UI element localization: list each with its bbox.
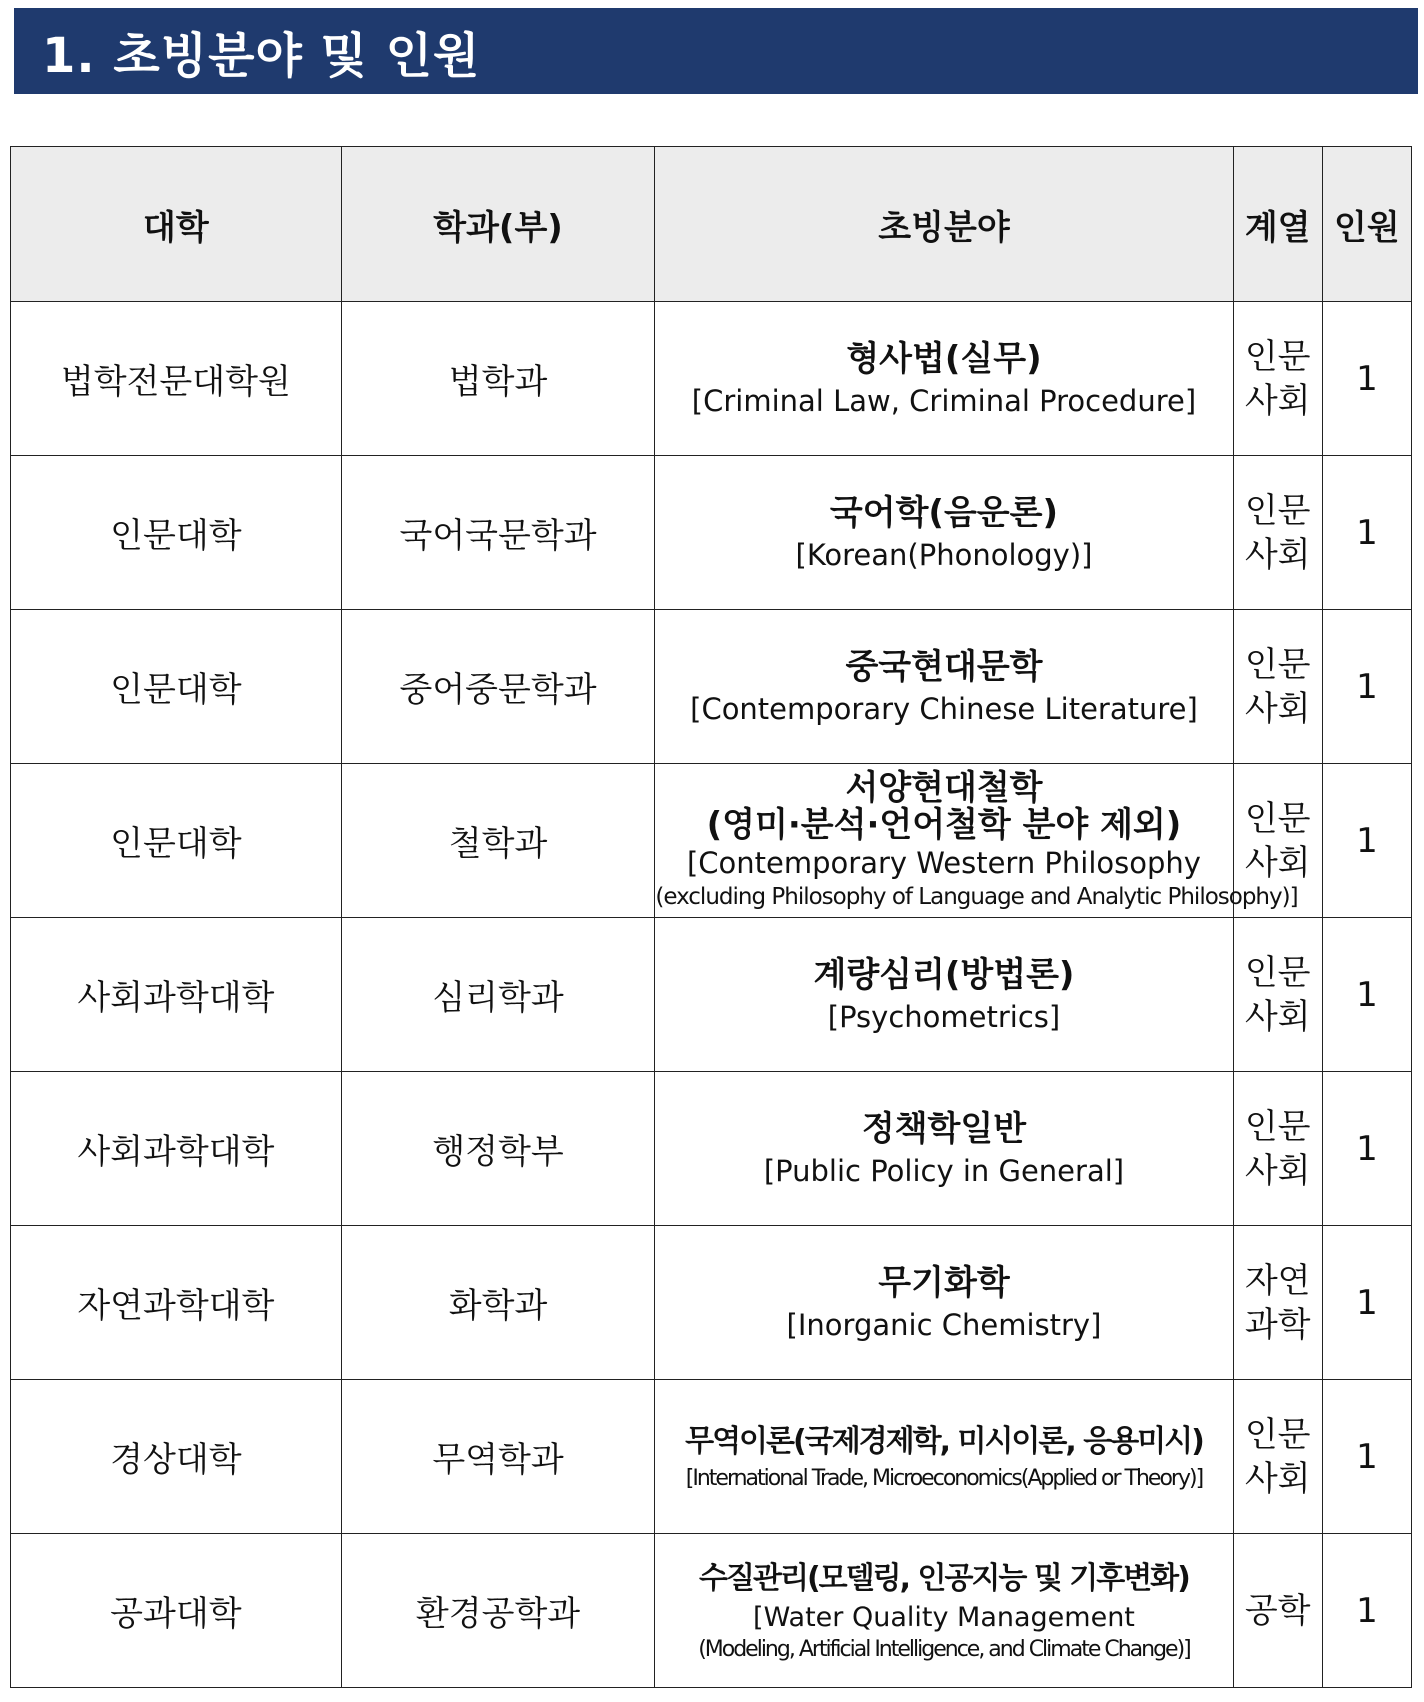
field-english-sub: (Modeling, Artificial Intelligence, and Climate Change)] bbox=[698, 1636, 1190, 1662]
cell-count: 1 bbox=[1322, 456, 1411, 610]
category-line-1: 인문 bbox=[1244, 798, 1311, 839]
header-count: 인원 bbox=[1322, 147, 1411, 302]
cell-university: 사회과학대학 bbox=[11, 918, 342, 1072]
cell-field bbox=[655, 1534, 1233, 1688]
category-line-1: 공학 bbox=[1244, 1590, 1311, 1631]
cell-category bbox=[1233, 1380, 1322, 1534]
field-korean-sub: (영미·분석·언어철학 분야 제외) bbox=[706, 804, 1182, 845]
field-korean: 무역이론(국제경제학, 미시이론, 응용미시) bbox=[685, 1423, 1203, 1459]
cell-count: 1 bbox=[1322, 918, 1411, 1072]
category-line-2: 사회 bbox=[1244, 688, 1311, 729]
field-korean: 정책학일반 bbox=[861, 1108, 1027, 1149]
cell-field bbox=[655, 456, 1233, 610]
cell-university: 법학전문대학원 bbox=[11, 302, 342, 456]
cell-department: 환경공학과 bbox=[341, 1534, 655, 1688]
cell-department: 무역학과 bbox=[341, 1380, 655, 1534]
category-line-1: 인문 bbox=[1244, 336, 1311, 377]
category-line-1: 인문 bbox=[1244, 644, 1311, 685]
recruitment-table bbox=[10, 146, 1412, 1688]
table-row bbox=[11, 302, 1412, 456]
field-korean: 형사법(실무) bbox=[846, 338, 1042, 379]
table-row bbox=[11, 1534, 1412, 1688]
cell-department: 행정학부 bbox=[341, 1072, 655, 1226]
cell-department: 화학과 bbox=[341, 1226, 655, 1380]
cell-department: 철학과 bbox=[341, 764, 655, 918]
cell-field bbox=[655, 918, 1233, 1072]
category-line-2: 사회 bbox=[1244, 1150, 1311, 1191]
cell-university: 사회과학대학 bbox=[11, 1072, 342, 1226]
cell-category bbox=[1233, 456, 1322, 610]
table-row bbox=[11, 1226, 1412, 1380]
cell-category bbox=[1233, 302, 1322, 456]
category-line-2: 사회 bbox=[1244, 842, 1311, 883]
field-english: [International Trade, Microeconomics(Applied or Theory)] bbox=[685, 1465, 1203, 1491]
cell-field bbox=[655, 302, 1233, 456]
field-english: [Water Quality Management bbox=[753, 1601, 1135, 1633]
field-korean: 무기화학 bbox=[878, 1262, 1010, 1303]
header-field: 초빙분야 bbox=[655, 147, 1233, 302]
cell-field bbox=[655, 610, 1233, 764]
field-english: [Korean(Phonology)] bbox=[795, 537, 1093, 572]
cell-department: 법학과 bbox=[341, 302, 655, 456]
field-korean: 중국현대문학 bbox=[845, 646, 1043, 687]
cell-count: 1 bbox=[1322, 610, 1411, 764]
field-english: [Contemporary Western Philosophy bbox=[686, 845, 1201, 880]
section-heading: 1. 초빙분야 및 인원 bbox=[42, 27, 481, 84]
header-university: 대학 bbox=[11, 147, 342, 302]
cell-university: 공과대학 bbox=[11, 1534, 342, 1688]
cell-field bbox=[655, 1380, 1233, 1534]
table-row bbox=[11, 1072, 1412, 1226]
category-line-2: 사회 bbox=[1244, 380, 1311, 421]
category-line-1: 인문 bbox=[1244, 952, 1311, 993]
cell-department: 국어국문학과 bbox=[341, 456, 655, 610]
category-line-1: 인문 bbox=[1244, 490, 1311, 531]
cell-count: 1 bbox=[1322, 1072, 1411, 1226]
field-english: [Criminal Law, Criminal Procedure] bbox=[691, 383, 1197, 418]
table-row bbox=[11, 918, 1412, 1072]
cell-department: 중어중문학과 bbox=[341, 610, 655, 764]
cell-category bbox=[1233, 610, 1322, 764]
field-korean: 계량심리(방법론) bbox=[813, 954, 1075, 995]
cell-university: 인문대학 bbox=[11, 456, 342, 610]
cell-category bbox=[1233, 1534, 1322, 1688]
category-line-1: 인문 bbox=[1244, 1414, 1311, 1455]
field-english: [Inorganic Chemistry] bbox=[786, 1307, 1102, 1342]
cell-category bbox=[1233, 918, 1322, 1072]
cell-university: 인문대학 bbox=[11, 610, 342, 764]
cell-department: 심리학과 bbox=[341, 918, 655, 1072]
field-korean: 수질관리(모델링, 인공지능 및 기후변화) bbox=[699, 1560, 1189, 1596]
cell-university: 자연과학대학 bbox=[11, 1226, 342, 1380]
cell-category bbox=[1233, 1226, 1322, 1380]
table-row bbox=[11, 610, 1412, 764]
cell-university: 경상대학 bbox=[11, 1380, 342, 1534]
table-header-row bbox=[11, 147, 1412, 302]
cell-count: 1 bbox=[1322, 1534, 1411, 1688]
field-english: [Psychometrics] bbox=[827, 999, 1061, 1034]
cell-count: 1 bbox=[1322, 1380, 1411, 1534]
category-line-1: 인문 bbox=[1244, 1106, 1311, 1147]
category-line-2: 과학 bbox=[1244, 1304, 1311, 1345]
table-row bbox=[11, 764, 1412, 918]
cell-field bbox=[655, 1072, 1233, 1226]
category-line-2: 사회 bbox=[1244, 996, 1311, 1037]
cell-university: 인문대학 bbox=[11, 764, 342, 918]
category-line-1: 자연 bbox=[1244, 1260, 1311, 1301]
field-english: [Public Policy in General] bbox=[763, 1153, 1125, 1188]
field-korean: 국어학(음운론) bbox=[829, 492, 1059, 533]
table-row bbox=[11, 456, 1412, 610]
cell-count: 1 bbox=[1322, 302, 1411, 456]
category-line-2: 사회 bbox=[1244, 534, 1311, 575]
table-row bbox=[11, 1380, 1412, 1534]
header-category: 계열 bbox=[1233, 147, 1322, 302]
cell-category bbox=[1233, 1072, 1322, 1226]
header-department: 학과(부) bbox=[341, 147, 655, 302]
field-english-sub: (excluding Philosophy of Language and Analytic Philosophy)] bbox=[655, 883, 1298, 910]
cell-field bbox=[655, 1226, 1233, 1380]
section-heading-banner bbox=[14, 8, 1418, 94]
cell-count: 1 bbox=[1322, 1226, 1411, 1380]
cell-count: 1 bbox=[1322, 764, 1411, 918]
category-line-2: 사회 bbox=[1244, 1458, 1311, 1499]
field-korean: 서양현대철학 bbox=[845, 767, 1043, 808]
field-english: [Contemporary Chinese Literature] bbox=[690, 691, 1198, 726]
